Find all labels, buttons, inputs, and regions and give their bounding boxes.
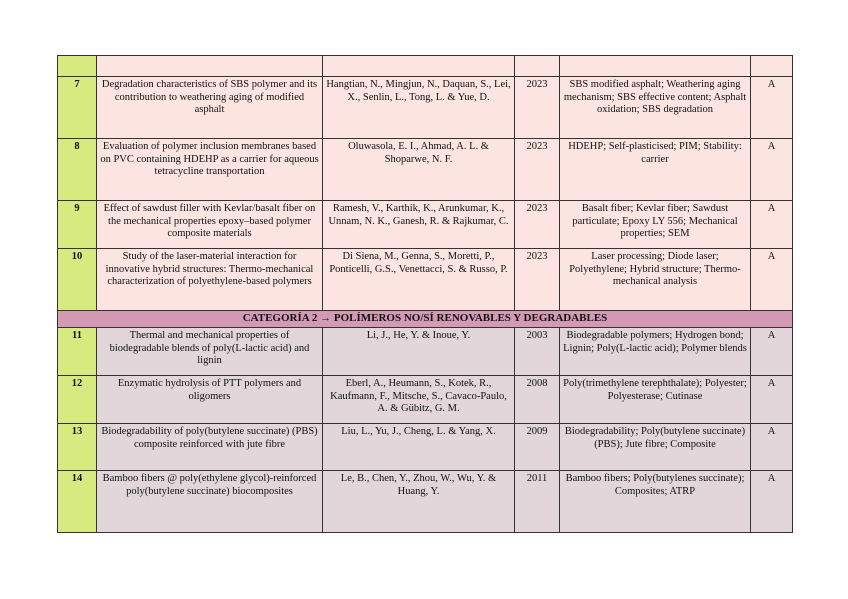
article-grade: A [751, 471, 793, 533]
row-number: 14 [58, 471, 97, 533]
article-authors: Li, J., He, Y. & Inoue, Y. [323, 328, 515, 376]
article-keywords: Poly(trimethylene terephthalate); Polyester; Polyesterase; Cutinase [560, 376, 751, 424]
article-authors: Eberl, A., Heumann, S., Kotek, R., Kaufmann, F., Mitsche, S., Cavaco-Paulo, A. & Gübitz, G. M. [323, 376, 515, 424]
article-keywords: HDEHP; Self-plasticised; PIM; Stability: carrier [560, 139, 751, 201]
article-year: 2008 [515, 376, 560, 424]
article-title: Effect of sawdust filler with Kevlar/basalt fiber on the mechanical properties epoxy–based polymer composite materials [97, 201, 323, 249]
article-keywords: Laser processing; Diode laser; Polyethylene; Hybrid structure; Thermo-mechanical analysis [560, 249, 751, 311]
article-grade: A [751, 249, 793, 311]
category-header-row [58, 311, 793, 328]
article-grade: A [751, 77, 793, 139]
article-grade: A [751, 376, 793, 424]
row-number: 10 [58, 249, 97, 311]
article-title: Enzymatic hydrolysis of PTT polymers and oligomers [97, 376, 323, 424]
article-keywords: Biodegradability; Poly(butylene succinate) (PBS); Jute fibre; Composite [560, 424, 751, 471]
table-row [58, 77, 793, 139]
row-number: 12 [58, 376, 97, 424]
article-keywords: Biodegradable polymers; Hydrogen bond; Lignin; Poly(L-lactic acid); Polymer blends [560, 328, 751, 376]
table-row [58, 249, 793, 311]
article-authors: Ramesh, V., Karthik, K., Arunkumar, K., Unnam, N. K., Ganesh, R. & Rajkumar, C. [323, 201, 515, 249]
article-year: 2023 [515, 77, 560, 139]
article-authors: Di Siena, M., Genna, S., Moretti, P., Ponticelli, G.S., Venettacci, S. & Russo, P. [323, 249, 515, 311]
article-title: Bamboo fibers @ poly(ethylene glycol)-reinforced poly(butylene succinate) biocomposites [97, 471, 323, 533]
table-row [58, 201, 793, 249]
article-authors: Le, B., Chen, Y., Zhou, W., Wu, Y. & Huang, Y. [323, 471, 515, 533]
article-authors: Liu, L., Yu, J., Cheng, L. & Yang, X. [323, 424, 515, 471]
table-row [58, 139, 793, 201]
table-row [58, 328, 793, 376]
article-keywords: SBS modified asphalt; Weathering aging mechanism; SBS effective content; Asphalt oxidation; SBS degradation [560, 77, 751, 139]
category-heading: CATEGORÍA 2 → POLÍMEROS NO/SÍ RENOVABLES Y DEGRADABLES [58, 311, 793, 328]
article-title: Biodegradability of poly(butylene succinate) (PBS) composite reinforced with jute fibre [97, 424, 323, 471]
article-year: 2023 [515, 139, 560, 201]
table-row [58, 424, 793, 471]
article-grade: A [751, 201, 793, 249]
row-number: 7 [58, 77, 97, 139]
row-number: 11 [58, 328, 97, 376]
article-grade: A [751, 328, 793, 376]
article-title: Evaluation of polymer inclusion membranes based on PVC containing HDEHP as a carrier for aqueous tetracycline transportation [97, 139, 323, 201]
table-row-top-partial [58, 56, 793, 77]
table-row [58, 376, 793, 424]
row-number: 9 [58, 201, 97, 249]
article-year: 2003 [515, 328, 560, 376]
article-year: 2011 [515, 471, 560, 533]
literature-table [57, 55, 793, 533]
article-authors: Oluwasola, E. I., Ahmad, A. L. & Shoparwe, N. F. [323, 139, 515, 201]
article-year: 2023 [515, 201, 560, 249]
article-authors: Hangtian, N., Mingjun, N., Daquan, S., Lei, X., Senlin, L., Tong, L. & Yue, D. [323, 77, 515, 139]
row-number: 13 [58, 424, 97, 471]
article-grade: A [751, 424, 793, 471]
article-title: Study of the laser-material interaction for innovative hybrid structures: Thermo-mechanical characterization of polyethylene-based polymers [97, 249, 323, 311]
article-title: Degradation characteristics of SBS polymer and its contribution to weathering aging of modified asphalt [97, 77, 323, 139]
article-title: Thermal and mechanical properties of biodegradable blends of poly(L-lactic acid) and lignin [97, 328, 323, 376]
row-number: 8 [58, 139, 97, 201]
article-grade: A [751, 139, 793, 201]
article-keywords: Bamboo fibers; Poly(butylenes succinate); Composites; ATRP [560, 471, 751, 533]
table-row [58, 471, 793, 533]
article-keywords: Basalt fiber; Kevlar fiber; Sawdust particulate; Epoxy LY 556; Mechanical properties; SEM [560, 201, 751, 249]
article-year: 2023 [515, 249, 560, 311]
article-year: 2009 [515, 424, 560, 471]
